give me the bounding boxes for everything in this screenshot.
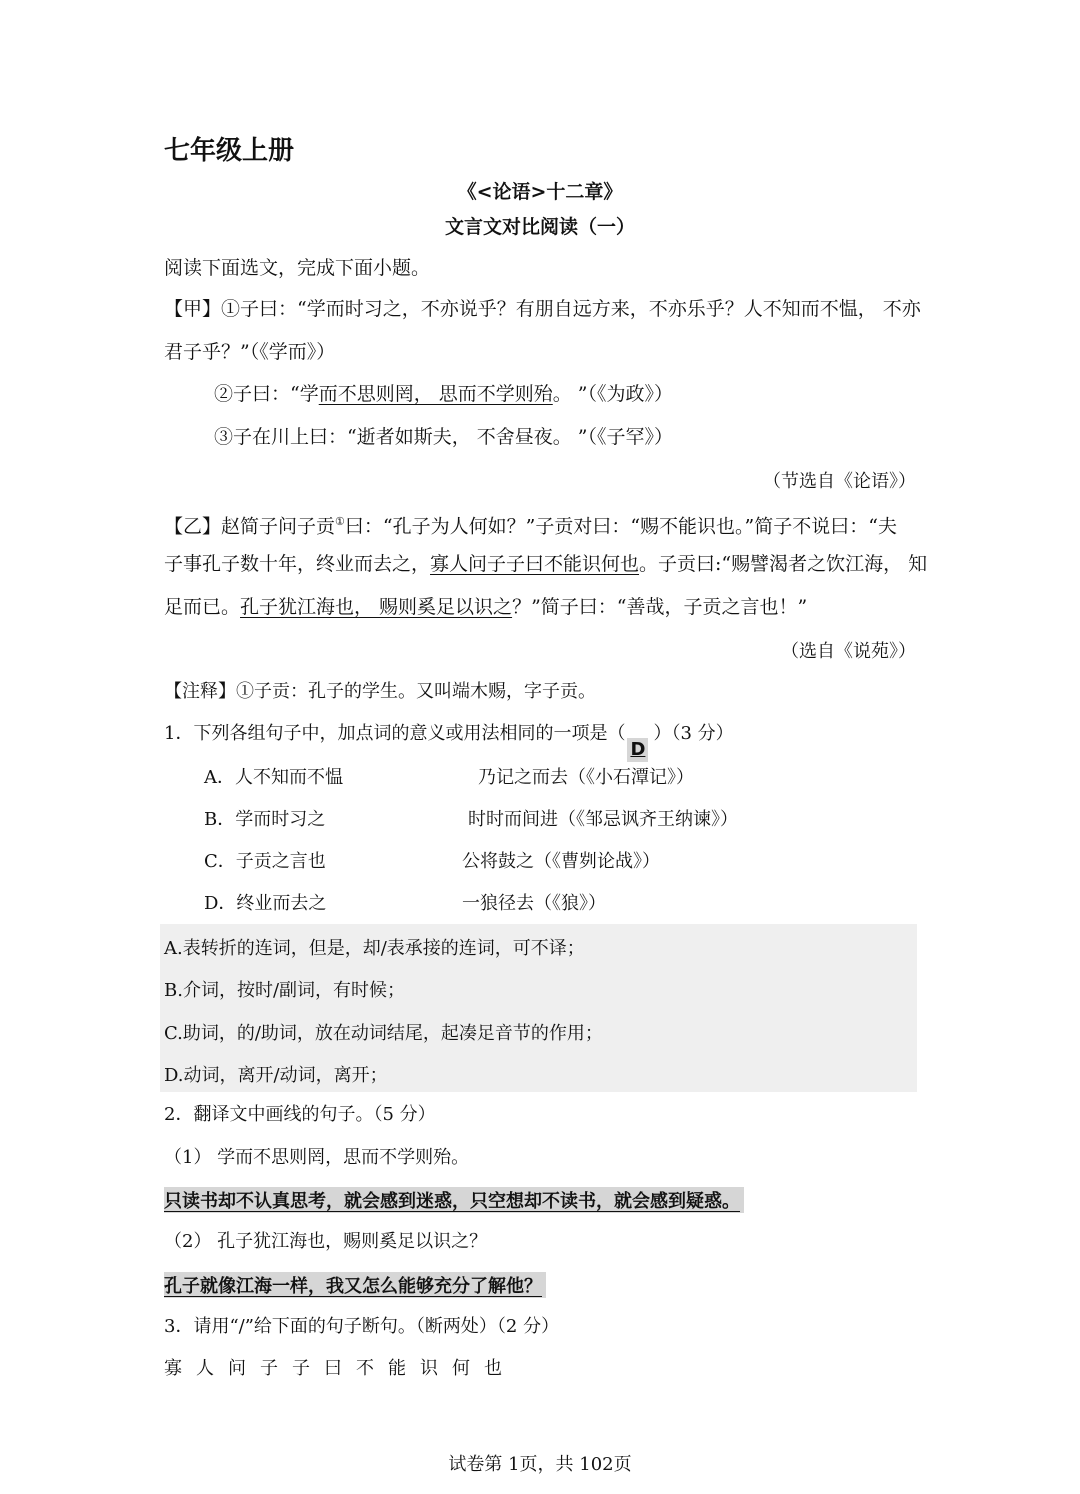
jia-source: （节选自《论语》）	[763, 471, 916, 492]
yi-source: （选自《说苑》）	[781, 641, 916, 662]
yi-line-2-pre: 子事孔子数十年，终业而去之，	[164, 553, 431, 575]
question-3: 3．请用“/”给下面的句子断句。（断两处）（2 分）	[164, 1316, 560, 1337]
option-b-left: B．学而时习之	[204, 809, 326, 830]
yi-line-1-post: 曰：“孔子为人何如？”子贡对曰：“赐不能识也。”简子不说曰：“夫	[344, 515, 897, 538]
footnote-marker: ①	[335, 515, 345, 528]
answer-choice: D	[627, 738, 648, 762]
lesson-title: 《<论语>十二章》	[457, 181, 623, 203]
option-d-right: 一狼径去（《狼》）	[462, 893, 606, 914]
annotation-note: 【注释】①子贡：孔子的学生。又叫端木赐，字子贡。	[164, 681, 596, 702]
jia-line-3	[214, 382, 673, 406]
yi-line-3-pre: 足而已。	[164, 596, 241, 618]
explanation-b: B.介词，按时/副词，有时候；	[164, 980, 406, 1001]
page-footer: 试卷第 1页，共 102页	[448, 1454, 632, 1475]
jia-line-2: 君子乎？”（《学而》）	[164, 341, 336, 363]
yi-line-1-pre: 【乙】赵简子问子贡	[164, 515, 336, 538]
question-2-answer-1: 只读书却不认真思考，就会感到迷惑，只空想却不读书，就会感到疑惑。	[164, 1187, 744, 1213]
intro-text: 阅读下面选文，完成下面小题。	[164, 257, 431, 279]
option-c-left: C．子贡之言也	[204, 851, 326, 872]
yi-line-1	[164, 510, 897, 538]
option-d-left: D．终业而去之	[204, 893, 327, 914]
option-c-right: 公将鼓之（《曹刿论战》）	[462, 851, 660, 872]
question-2-sentence-2: （2） 孔子犹江海也，赐则奚足以识之？	[164, 1231, 488, 1252]
yi-line-3-post: ？”简子曰：“善哉，子贡之言也！”	[512, 596, 808, 618]
section-title: 文言文对比阅读（一）	[444, 216, 635, 238]
question-2: 2．翻译文中画线的句子。（5 分）	[164, 1104, 436, 1125]
option-a-right: 乃记之而去（《小石潭记》）	[478, 767, 694, 788]
yi-line-3-underlined: 孔子犹江海也， 赐则奚足以识之	[240, 596, 513, 618]
page-heading: 七年级上册	[164, 136, 295, 166]
jia-line-4: ③子在川上曰：“逝者如斯夫， 不舍昼夜。 ”（《子罕》）	[214, 426, 674, 448]
yi-line-2	[164, 552, 927, 576]
explanation-d: D.动词，离开/动词，离开；	[164, 1065, 388, 1086]
jia-line-1: 【甲】①子曰：“学而时习之，不亦说乎？有朋自远方来，不亦乐乎？人不知而不愠， 不亦	[164, 298, 921, 320]
option-a-left: A．人不知而不愠	[204, 767, 343, 788]
explanation-c: C.助词，的/助词，放在动词结尾，起凑足音节的作用；	[164, 1023, 603, 1044]
question-2-answer-2: 孔子就像江海一样，我又怎么能够充分了解他？	[164, 1272, 546, 1298]
explanation-a: A.表转折的连词，但是，却/表承接的连词，可不译；	[164, 938, 585, 959]
option-b-right: 时时而间进（《邹忌讽齐王纳谏》）	[468, 809, 738, 830]
jia-line-3-pre: ②子曰：“学	[214, 383, 319, 405]
question-1-stem: 1．下列各组句子中，加点词的意义或用法相同的一项是（	[164, 723, 626, 744]
question-3-sentence: 寡人问子子曰不能识何也	[164, 1358, 516, 1379]
yi-line-2-underlined: 寡人问子子曰不能识何也	[430, 553, 640, 575]
jia-line-3-underlined: 而不思则罔， 思而不学则殆	[318, 383, 553, 405]
question-1	[164, 722, 734, 760]
question-2-sentence-1: （1） 学而不思则罔，思而不学则殆。	[164, 1147, 470, 1168]
yi-line-2-post: 。子贡曰:“赐譬渴者之饮江海， 知	[639, 553, 928, 575]
jia-line-3-post: 。 ”（《为政》）	[552, 383, 674, 405]
yi-line-3	[164, 595, 807, 619]
question-1-score: ）（3 分）	[653, 723, 734, 744]
